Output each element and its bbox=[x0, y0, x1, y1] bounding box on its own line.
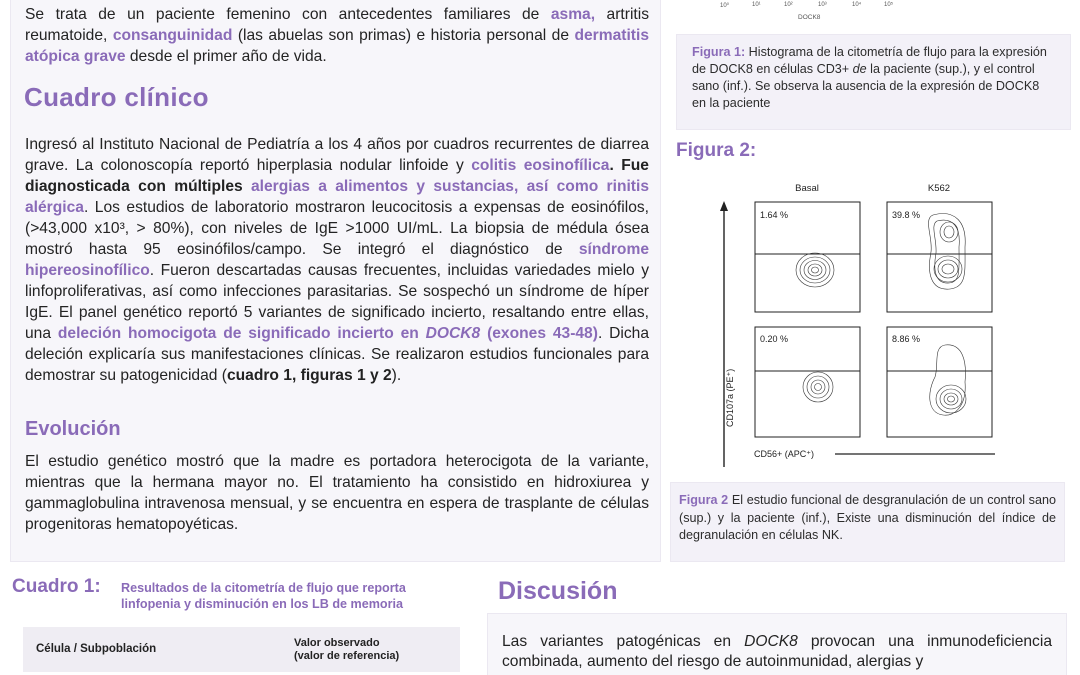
figure1-histogram-axis bbox=[714, 0, 894, 24]
plot-k562-patient bbox=[887, 327, 992, 437]
tick-label: 10¹ bbox=[752, 2, 761, 8]
figure2-title: Figura 2: bbox=[676, 140, 757, 161]
cuadro-clinico-paragraph: Ingresó al Instituto Nacional de Pediatría a los 4 años por cuadros recurrentes de diarrea grave. La colonoscopía reportó hiperplasia nodular linfoide y colitis eosinofílica. Fue diagnosticada con múltiples alergias a alimentos y sustancias, así como rinitis alérgica. Los estudios de laboratorio mostraron leucocitosis a expensas de eosinófilos, (>43,000 x10³, > 80%), con niveles de IgE >1000 UI/mL. La biopsia de médula ósea mostró hasta 95 eosinófilos/campo. Se integró el diagnóstico de síndrome hipereosinofílico. Fueron descartadas causas frecuentes, incluidas variedades mielo y linfoproliferativas, así como infecciones parasitarias. Se sospechó un síndrome de híper IgE. El panel genético reportó 5 variantes de significado incierto, resaltando entre ellas, una deleción homocigota de significado incierto en DOCK8 (exones 43-48). Dicha deleción explicaría sus manifestaciones clínicas. Se realizaron estudios funcionales para demostrar su patogenicidad (cuadro 1, figuras 1 y 2). bbox=[25, 136, 650, 384]
cuadro-clinico-heading: Cuadro clínico bbox=[24, 82, 209, 112]
plot-basal-patient bbox=[755, 327, 860, 437]
tick-label: 10⁴ bbox=[852, 2, 862, 8]
evolucion-heading: Evolución bbox=[25, 418, 121, 440]
tick-label: 10⁰ bbox=[720, 3, 730, 9]
highlight-delecion: deleción homocigota de significado incierto en bbox=[57, 325, 426, 342]
plot-basal-control bbox=[755, 202, 860, 312]
discusion-paragraph: Las variantes patogénicas en DOCK8 provocan una inmunodeficiencia combinada, aumento del riesgo de autoinmunidad, alergias y bbox=[502, 633, 1052, 670]
highlight-dermatitis: dermatitis atópica grave bbox=[25, 27, 649, 65]
highlight-asma: asma, bbox=[550, 6, 596, 23]
highlight-sindrome: síndrome hipereosinofílico bbox=[25, 241, 649, 279]
tick-label: 10⁵ bbox=[884, 2, 894, 8]
y-axis-label: CD107a (PE⁺) bbox=[725, 368, 735, 427]
table-subtitle: Resultados de la citometría de flujo que reporta linfopenia y disminución en los LB de memoria bbox=[121, 581, 406, 611]
col-k562-label: K562 bbox=[927, 183, 951, 194]
figure2-flow-cytometry-plots bbox=[705, 177, 1005, 477]
tick-label: 10³ bbox=[818, 2, 827, 8]
figure1-caption: Figura 1: Histograma de la citometría de flujo para la expresión de DOCK8 en células CD3+ de la paciente (sup.), y el control sano (inf.). Se observa la ausencia de la expresión de DOCK8 en la paciente bbox=[676, 34, 1071, 130]
percent-label: 1.64 % bbox=[760, 210, 789, 220]
results-table bbox=[23, 627, 460, 675]
table-col-header: Célula / Subpoblación bbox=[36, 643, 157, 655]
figure2-caption: Figura 2 El estudio funcional de desgranulación de un control sano (sup.) y la paciente (inf.), Existe una disminución del índice de degranulación en células NK. bbox=[670, 482, 1065, 562]
highlight-alergias: alergias a alimentos y sustancias, así como rinitis alérgica bbox=[25, 178, 650, 216]
col-basal-label: Basal bbox=[795, 183, 819, 194]
figure-reference: cuadro 1, figuras 1 y 2 bbox=[226, 367, 392, 384]
discusion-heading: Discusión bbox=[498, 577, 618, 605]
highlight-gene: DOCK8 bbox=[425, 325, 481, 342]
intro-paragraph: Se trata de un paciente femenino con antecedentes familiares de asma, artritis reumatoide, consanguinidad (las abuelas son primas) e historia personal de dermatitis atópica grave desde el primer año de vida. bbox=[25, 6, 650, 65]
evolucion-paragraph: El estudio genético mostró que la madre es portadora heterocigota de la variante, mientras que la hermana mayor no. El tratamiento ha consistido en hidroxiurea y gammaglobulina intravenosa mensual, y se encuentra en espera de trasplante de células progenitoras hematopoyéticas. bbox=[25, 453, 649, 533]
x-axis-label: CD56+ (APC⁺) bbox=[754, 449, 815, 459]
table-heading: Cuadro 1: bbox=[12, 576, 101, 597]
percent-label: 39.8 % bbox=[892, 210, 921, 220]
tick-label: 10² bbox=[784, 2, 793, 8]
percent-label: 8.86 % bbox=[892, 334, 921, 344]
plot-k562-control bbox=[887, 202, 992, 312]
table-col-header: Valor observado (valor de referencia) bbox=[294, 637, 400, 662]
percent-label: 0.20 % bbox=[760, 334, 789, 344]
highlight-colitis: colitis eosinofílica bbox=[471, 157, 610, 174]
axis-label: DOCK8 bbox=[798, 14, 821, 21]
highlight-consanguinidad: consanguinidad bbox=[112, 27, 233, 44]
